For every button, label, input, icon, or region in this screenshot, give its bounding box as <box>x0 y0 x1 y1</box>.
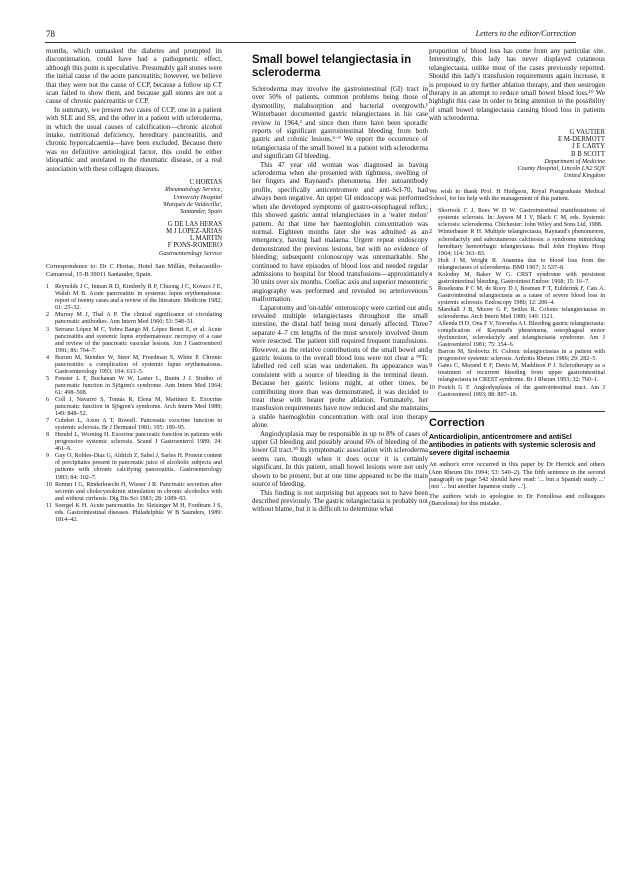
reference-text: Coll J, Navarro S, Tomás R, Elena M, Martínez E. Exocrine pancreatic function in Sjögren's syndrome. Arch Intern Med 1989; 149: 848–52. <box>55 397 222 418</box>
reference <box>429 307 605 321</box>
reference-text: Shorrock C J, Rees W D W. Gastrointestinal manifestations of systemic sclerosis. In: Jayson M I V, Black C M, eds. Systemic sclerosis: scleroderma. Chichester: John Wiley and Sons Ltd, 1988. <box>438 208 605 229</box>
reference-number: 7 <box>46 418 50 425</box>
signature-block <box>46 179 222 257</box>
reference-number: 4 <box>429 271 433 278</box>
reference-number: 8 <box>429 349 433 356</box>
reference-text: Serrano López M C, Yebra Bango M, López Bonet E, et al. Acute pancreatitis and systemic lupus erythematosus: necropsy of a case and review of the pancreatic vascular lesions. Am J Gastroenterol 1991; 86: 764–7. <box>55 326 222 354</box>
reference-number: 6 <box>46 397 50 403</box>
reference-text: Reynolds J C, Inman R D, Kimberly R P, Chuong J C, Kovacs J E, Walsh M B. Acute pancreatitis in systemic lupus erythematosus: report of twenty cases and a review of the literature. Medicine 1982; 61: 25–32. <box>55 284 222 312</box>
reference-text: Cobden L, Axon A T, Rowell. Pancreatic exocrine function in systemic sclerosis. Br J Dermatol 1981; 105: 189–95. <box>55 418 222 432</box>
reference <box>429 229 605 257</box>
reference-number: 2 <box>429 229 433 236</box>
reference-text: Gates C, Morand E F, Davis M, Maddison P J. Sclerotherapy as a treatment of recurrent bleeding from upper gastrointestinal telangiectasia in CREST syndrome. Br J Rheum 1993; 32: 760–1. <box>438 363 605 384</box>
author-name: E M-DERMOTT <box>557 135 605 143</box>
section-divider <box>429 411 605 412</box>
reference <box>46 327 222 355</box>
reference-number: 5 <box>46 375 50 382</box>
article-body <box>252 85 428 514</box>
reference-text: Winterbauer R H. Multiple telangiectasia, Raynaud's phenomenon, sclerodactyly and subcutaneous calcinosis: a syndrome mimicking hereditary hemorrhagic telangiectasia. Bull John Hopkins Hosp 1964; 114: 361–83. <box>438 229 605 257</box>
affiliation: Gastroenterology Service <box>159 249 222 257</box>
signature-block <box>429 129 605 180</box>
reference-text: Fenster L F, Buchanan W W, Laster L, Bunin J J. Studies of pancreatic function in Sjögren's syndrome. Ann Intern Med 1964; 61: 498–508. <box>55 375 222 396</box>
reference-number: 9 <box>46 453 50 460</box>
paragraph: The authors wish to apologise to Dr Fonollosa and colleagues (Barcelona) for this mistake. <box>429 492 605 508</box>
reference-text: Rosekrans P C M, de Rooy D J, Bosman F T, Eulderink F, Cats A. Gastrointestinal telangiectasia as a cause of severe blood loss in systemic sclerosis. Endoscopy 1980; 12: 200–4. <box>438 285 605 306</box>
author-name: C HORTAS <box>189 179 222 187</box>
reference-number: 11 <box>46 502 52 509</box>
paragraph: Angiodysplasia may be responsible in up to 8% of cases of upper GI bleeding and possibly around 6% of bleeding of the lower GI tract.¹⁰ Its symptomatic association with scleroderma seems rare, though when it does occur it is certainly significant. In this patient, small bowel lesions were not only shown to be present, but at one time appeared to be the main source of bleeding. <box>252 429 428 489</box>
reference-number: 1 <box>429 208 433 215</box>
reference-number: 8 <box>46 432 50 439</box>
author-name: B B SCOTT <box>571 150 605 158</box>
affiliation: University Hospital <box>173 193 222 201</box>
article-body-continued <box>429 47 605 123</box>
header-rule <box>45 42 576 43</box>
reference-text: Soergel K H. Acute pancreatitis. In: Sleisinger M H, Fordtram J S, eds. Gastrointestinal diseases. Philadelphia: W B Saunders, 1989: 1814–42. <box>55 502 222 523</box>
reference-text: Borum M, Steinber W, Steer M, Freedman S, White P. Chronic pancreatitis: a complication of systemic lupus erythematosus. Gastroenterology 1993; 104: 613–5. <box>55 354 222 375</box>
reference <box>429 349 605 363</box>
author-name: G DE LAS HERAS <box>167 220 222 228</box>
paragraph: months, which unmasked the diabetes and prompted its discontinuation, could have had a pathogenetic effect, although this point is speculative. Presumably gall stones were the initial cause of the acute pancreatitis; however, we believe that they were not the cause of CCP, because a follow up CT scan failed to show them, and because gall stones are not a cause of chronic pancreatitis or CCP. <box>46 47 222 106</box>
correction-body <box>429 461 605 507</box>
reference <box>429 385 605 399</box>
reference <box>429 258 605 272</box>
paragraph: This finding is not surprising but appears not to have been described previously. The gastric telangiectasia is probably not without blame, but it is difficult to determine what <box>252 488 428 514</box>
reference <box>429 208 605 229</box>
affiliation: County Hospital, Lincoln LN2 5QY <box>517 165 605 173</box>
affiliation: Santander, Spain <box>180 208 222 216</box>
acknowledgement: We wish to thank Prof. H Hodgson, Royal Postgraduate Medical School, for his help with the management of this patient. <box>429 187 605 203</box>
reference <box>429 272 605 286</box>
reference <box>46 312 222 326</box>
reference-number: 10 <box>46 481 53 488</box>
reference-text: Foutch G F. Angiodysplasia of the gastrointestinal tract. Am J Gastroenterol 1993; 88: 807–18. <box>438 384 605 398</box>
reference-number: 3 <box>46 326 50 333</box>
reference-number: 10 <box>429 384 436 391</box>
reference-number: 1 <box>46 284 50 291</box>
reference-text: Murray M J, Thal A P. The clinical significance of circulating pancreatic antibodies. Ann Intern Med 1960; 53: 548–51. <box>55 312 222 326</box>
author-name: M J LOPEZ-ARIAS <box>166 227 222 235</box>
reference-list <box>429 208 605 398</box>
reference-number: 6 <box>429 306 433 313</box>
reference-number: 5 <box>429 285 433 292</box>
article-title: Small bowel telangiectasia in scleroderma <box>252 54 412 79</box>
paragraph: This 47 year old woman was diagnosed as having scleroderma when she presented with tightness, swelling of her fingers and Raynaud's phenomena. Her autoantibody profile, specifically anticentromere and anti-Scl-70, had always been negative. An upper GI endoscopy was performed when she developed symptoms of gastro-oesophageal reflux; this showed gastric antral telangiectases in a 'water melon' pattern. At that time her haemoglobin concentration was normal. Eighteen months later she was admitted as an emergency, having had malaena. Urgent repeat endoscopy demonstrated the previous lesions, but with no evidence of bleeding; subsequent colonoscopy was unremarkable. She continued to have episodes of blood loss and needed regular admissions to hospital for blood transfusions—approximately 30 units over six months. Coeliac axis and superior mesenteric angiography was performed and revealed no arteriovenous malformation. <box>252 160 428 304</box>
correction-heading: Correction <box>429 416 485 429</box>
author-name: L MARTIN <box>190 235 222 243</box>
reference <box>429 286 605 307</box>
reference-number: 2 <box>46 312 50 319</box>
affiliation: Rheumatology Service, <box>164 186 222 194</box>
paragraph: In summary, we present two cases of CCP, one in a patient with SLE and SS, and the other in a patient with scleroderma, in which the usual causes of calcification—chronic alcohol intake, nutritional deficiency, hereditary pancreatitis, and chronic hypercalcaemia—have been excluded. Because there was no definitive aetiological factor, this could be either idiopathic and unrelated to the rheumatic disease, or a real association with these collagen diseases. <box>46 105 222 173</box>
reference-text: Guy O, Robles-Diaz G, Aldrich Z, Sabel J, Sarles H. Protein content of precipitates present in pancreatic juice of alcoholic subjects and patients with chronic calcifying pancreatitis. Gastroenterology 1983; 84: 102–7. <box>55 453 222 481</box>
paragraph: Scleroderma may involve the gastrointestinal (GI) tract in over 50% of patients, common problems being those of dysmotility, malabsorption and bacterial overgrowth.¹ Winterbauer documented gastric telangiectases in his case review in 1964,² and since then there have been sporadic reports of significant gastrointestinal bleeding from both gastric and colonic lesions.³⁻⁹ We report the occurrence of telangiectasia of the small bowel in a patient with scleroderma and significant GI bleeding. <box>252 85 428 161</box>
reference <box>46 418 222 432</box>
column-left <box>46 47 222 524</box>
affiliation: Department of Medicine <box>544 157 605 165</box>
reference <box>429 363 605 384</box>
reference-number: 3 <box>429 257 433 264</box>
reference-text: Renner I G, Rinderknecht H, Wisner J R. Pancreatic secretion after secretin and cholecystokinin stimulation in chronic alcoholics with and without cirrhosis. Dig Dis Sci 1983; 28: 1089–93. <box>55 481 222 502</box>
reference <box>46 482 222 503</box>
reference-number: 9 <box>429 363 433 370</box>
paragraph: An author's error occurred in this paper by Dr Herrick and others (Ann Rheum Dis 1994; 53: 540–2). The fifth sentence in the second paragraph on page 542 should have read: '... but a Spanish study ...' [not '... but another Japanese study ...']. <box>429 461 605 491</box>
reference-text: Barron M, Srolovitz H. Colonic telangiectasias in a patient with progressive systemic sclerosis. Arthritis Rheum 1986; 29: 282–5. <box>438 349 605 363</box>
author-name: F PONS-ROMERO <box>167 242 222 250</box>
column-middle <box>252 47 428 514</box>
affiliation: United Kingdom <box>563 172 605 180</box>
reference <box>46 397 222 418</box>
reference-number: 4 <box>46 354 50 361</box>
reference-list <box>46 284 222 524</box>
reference-text: Marshall J B, Moore G F, Settles R. Colonic telangiectasias in scleroderma. Arch Intern Med 1980; 140: 1121. <box>438 306 605 321</box>
reference <box>429 321 605 349</box>
letter-body-end <box>46 47 222 173</box>
page-number: 78 <box>46 29 55 39</box>
affiliation: 'Marqués de Valdecilla', <box>162 200 222 208</box>
reference <box>46 284 222 312</box>
paragraph: proportion of blood loss has come from any particular site. Interestingly, this lady has never displayed cutaneous telangiectasia, unlike most of the cases previously reported. Should this lady's transfusion requirements again increase, it is proposed to try further ablation therapy, and then oestrogen therapy in an attempt to reduce small bowel blood loss.¹⁰ We highlight this case in order to bring attention to the possibility of small bowel telangiectasia causing blood loss in patients with scleroderma. <box>429 47 605 123</box>
reference <box>46 376 222 397</box>
correspondence: Correspondence to: Dr C Hortas, Hotel San Millán, Peñacastillo-Camarreal, 15-B 39011 Santander, Spain. <box>46 263 222 278</box>
reference-number: 7 <box>429 321 433 328</box>
reference <box>46 432 222 453</box>
author-name: G VAUTIER <box>569 128 605 136</box>
reference-text: Holt J M, Wright R. Anaemia due to blood loss from the telangiectases of scleroderma. BMJ 1967; 3: 537–8. <box>438 257 605 271</box>
reference <box>46 453 222 481</box>
author-name: J E CARTY <box>572 143 605 151</box>
reference-text: Hendel L, Worning H. Exocrine pancreatic function in patients with progressive systemic sclerosis. Scand J Gastroenterol 1989; 24: 461–6. <box>55 432 222 453</box>
column-right <box>429 47 605 510</box>
running-head: Letters to the editor/Correction <box>475 29 576 38</box>
reference <box>46 355 222 376</box>
correction-subtitle: Anticardiolipin, anticentromere and antiScl antibodies in patients with systemic sclerosis and severe digital ischaemia <box>429 433 596 457</box>
paragraph: Laparotomy and 'on-table' enteroscopy were carried out and revealed multiple telangiectases throughout the small intestine, the distal half being most densely affected. Three separate 4–7 cm lengths of the most severely involved ileum were resected. The patient still required frequent transfusions. However, as the relative contributions of the small bowel and gastric lesions to the overall blood loss were not clear a ⁹⁹Tc labelled red cell scan was undertaken. Its appearance was consistent with a source of bleeding in the terminal ileum. Because her gastric lesions might, at other times, be contributing more than was demonstrated, it was decided to treat these with heater probe ablation. Fortunately, her transfusion requirements have now reduced and she maintains a stable haemoglobin concentration with oral iron therapy alone. <box>252 303 428 430</box>
reference-text: Allenda H D, Ona F V, Noronha A I. Bleeding gastric telangiectasia: complication of Raynaud's phenomena, oesophageal motor dysfunction, sclerodactyly and telangiectasia syndrome. Am J Gastroenterol 1981; 75: 354–6. <box>438 321 605 349</box>
reference <box>46 503 222 524</box>
reference-text: Kolodny M, Baker W G. CRST syndrome with persistent gastrointestinal bleeding. Gastrointest Endosc 1968; 15: 16–7. <box>438 271 605 285</box>
